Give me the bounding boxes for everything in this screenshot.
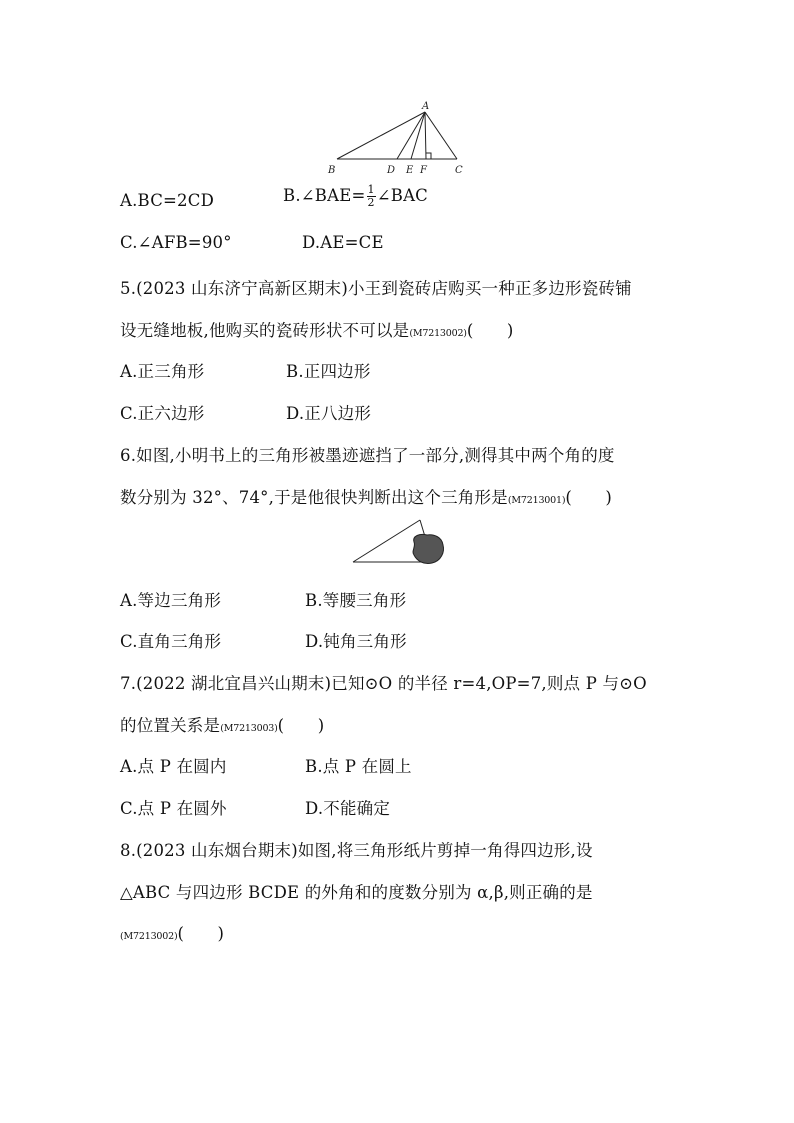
segment-ab: [337, 112, 425, 159]
q7-stem-text: 的位置关系是: [120, 716, 221, 735]
label-d: D: [387, 165, 396, 176]
ink-blot: [413, 534, 443, 563]
q6-option-a: A.等边三角形: [120, 591, 222, 610]
q5-stem-text: 设无缝地板,他购买的瓷砖形状不可以是: [120, 321, 410, 340]
q4-option-b-prefix: B.∠BAE=: [283, 186, 366, 205]
q4-option-d: D.AE=CE: [302, 233, 384, 252]
q6-stem-line2: [120, 484, 612, 508]
triangle-figure-abc: [322, 98, 472, 178]
q7-answer-blank[interactable]: ( ): [277, 716, 325, 735]
q8-stem-line1: 8.(2023 山东烟台期末)如图,将三角形纸片剪掉一角得四边形,设: [120, 841, 593, 860]
right-angle-mark: [426, 153, 431, 159]
segment-ac: [425, 112, 457, 159]
ink-covered-triangle-figure: [348, 514, 448, 568]
q6-option-b: B.等腰三角形: [305, 591, 407, 610]
q4-option-a: A.BC=2CD: [120, 191, 214, 210]
fraction-denominator: 2: [367, 196, 375, 209]
q5-option-a: A.正三角形: [120, 362, 205, 381]
q7-stem-line2: [120, 712, 324, 736]
q8-stem-line3: [120, 920, 224, 944]
label-b: B: [328, 165, 336, 176]
q6-answer-blank[interactable]: ( ): [565, 488, 613, 507]
q7-code: (M7213003): [220, 723, 278, 734]
q5-stem-line1: 5.(2023 山东济宁高新区期末)小王到瓷砖店购买一种正多边形瓷砖铺: [120, 279, 632, 298]
q6-code: (M7213001): [507, 495, 566, 506]
q5-answer-blank[interactable]: ( ): [466, 321, 514, 340]
q7-stem-line1: 7.(2022 湖北宜昌兴山期末)已知⊙O 的半径 r=4,OP=7,则点 P 与⊙O: [120, 674, 647, 693]
q5-option-d: D.正八边形: [286, 404, 372, 423]
label-c: C: [455, 165, 463, 176]
label-a: A: [422, 101, 430, 112]
q7-option-b: B.点 P 在圆上: [305, 757, 412, 776]
q7-option-c: C.点 P 在圆外: [120, 799, 227, 818]
q6-option-d: D.钝角三角形: [305, 632, 407, 651]
q8-code: (M7213002): [120, 931, 178, 942]
q6-option-c: C.直角三角形: [120, 632, 222, 651]
segment-ae: [411, 112, 425, 159]
q8-stem-line2: △ABC 与四边形 BCDE 的外角和的度数分别为 α,β,则正确的是: [120, 883, 593, 902]
q8-answer-blank[interactable]: ( ): [177, 924, 225, 943]
q4-option-b: [283, 184, 428, 209]
q5-option-b: B.正四边形: [286, 362, 371, 381]
q4-option-b-suffix: ∠BAC: [376, 186, 429, 205]
q7-option-a: A.点 P 在圆内: [120, 757, 227, 776]
label-f: F: [420, 165, 427, 176]
q5-option-c: C.正六边形: [120, 404, 205, 423]
q4-option-c: C.∠AFB=90°: [120, 233, 232, 252]
triangle-left-side: [353, 520, 420, 562]
fraction-numerator: 1: [367, 183, 375, 196]
label-e: E: [406, 165, 414, 176]
q6-stem-line1: 6.如图,小明书上的三角形被墨迹遮挡了一部分,测得其中两个角的度: [120, 446, 615, 465]
fraction-one-half: [367, 184, 376, 209]
segment-af: [425, 112, 426, 159]
q6-stem-text: 数分别为 32°、74°,于是他很快判断出这个三角形是: [120, 488, 508, 507]
q5-stem-line2: [120, 317, 514, 341]
q7-option-d: D.不能确定: [305, 799, 391, 818]
q5-code: (M7213002): [409, 328, 467, 339]
